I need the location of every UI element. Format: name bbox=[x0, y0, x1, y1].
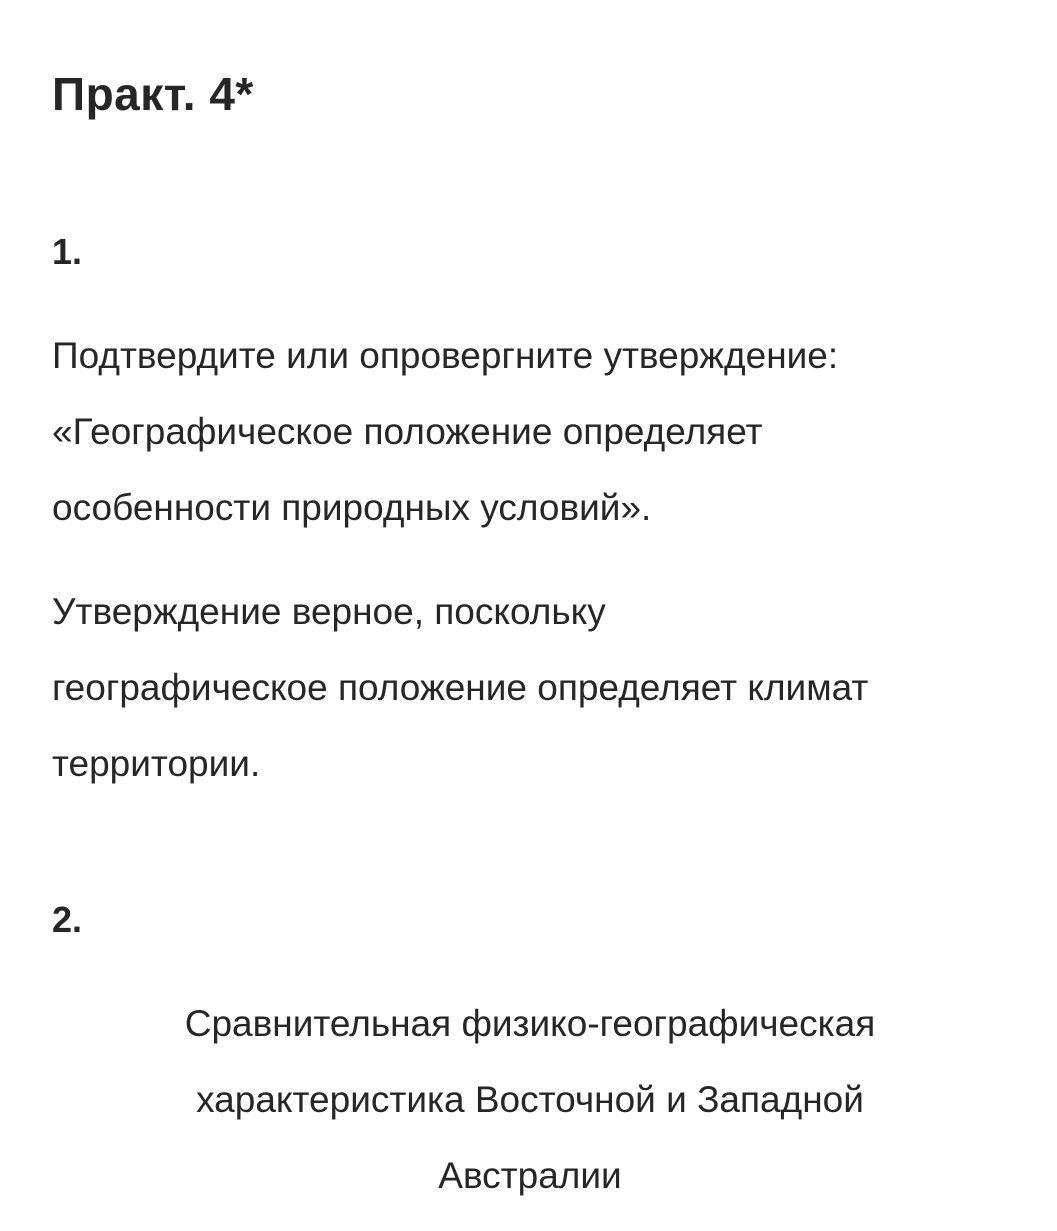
section-2-number: 2. bbox=[52, 899, 83, 940]
heading-line: Сравнительная физико-географическая bbox=[184, 1003, 876, 1044]
question-line: Подтвердите или опровергните утверждение: bbox=[52, 335, 839, 376]
section-1-question bbox=[52, 318, 838, 546]
section-1-number: 1. bbox=[52, 231, 83, 272]
section-1-answer bbox=[52, 574, 868, 802]
section-2-heading bbox=[52, 986, 1008, 1214]
question-line: «Географическое положение определяет bbox=[52, 411, 763, 452]
answer-line: Утверждение верное, поскольку bbox=[52, 591, 606, 632]
answer-line: территории. bbox=[52, 743, 261, 784]
heading-line: Австралии bbox=[438, 1155, 622, 1196]
question-line: особенности природных условий». bbox=[52, 487, 652, 528]
answer-line: географическое положение определяет климат bbox=[52, 667, 869, 708]
page-title: Практ. 4* bbox=[52, 68, 254, 120]
heading-line: характеристика Восточной и Западной bbox=[196, 1079, 864, 1120]
